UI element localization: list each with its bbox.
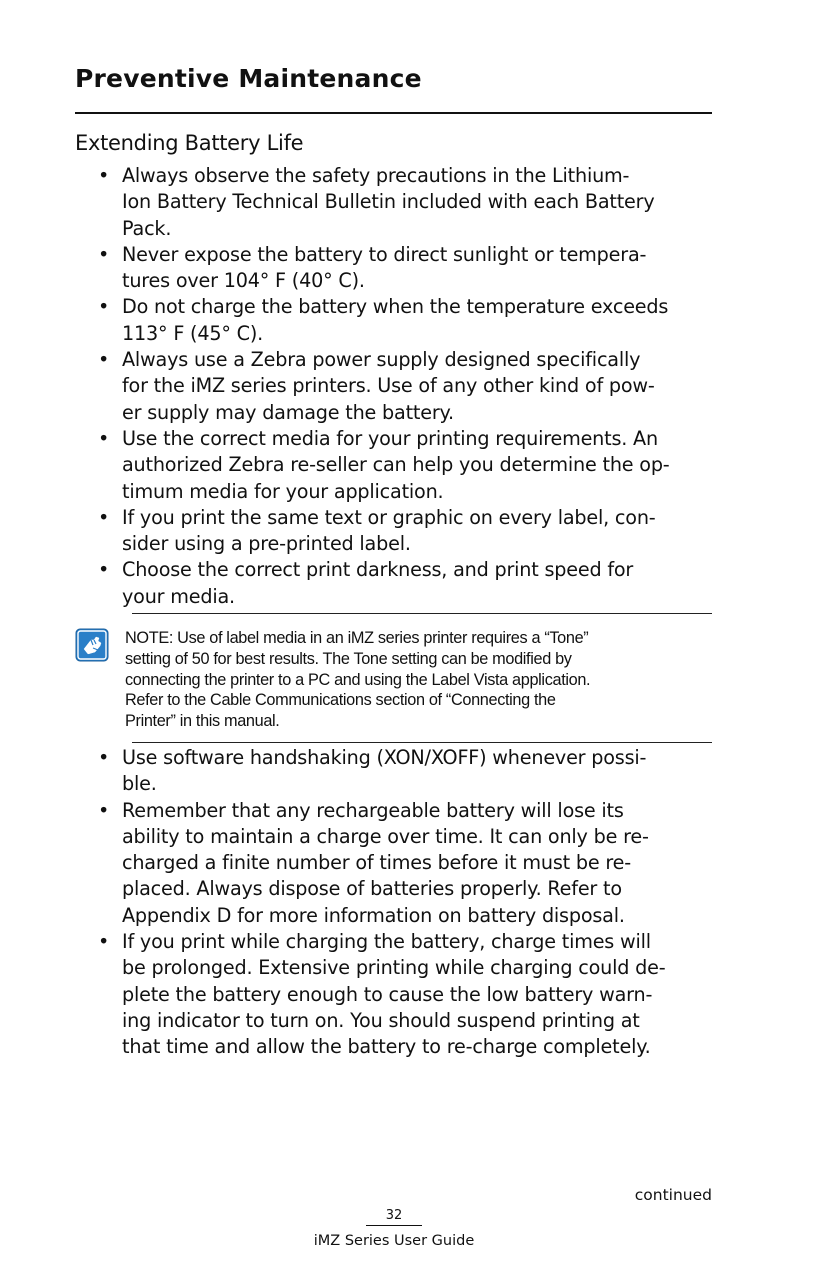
list-item-line: Remember that any rechargeable battery will lose its xyxy=(122,798,624,822)
list-item-line: for the iMZ series printers. Use of any other kind of pow- xyxy=(122,374,655,398)
list-item xyxy=(98,347,712,426)
bullet-marker: • xyxy=(98,505,110,529)
list-item-line: Always observe the safety precautions in the Lithium- xyxy=(122,164,630,187)
list-item-line: authorized Zebra re-seller can help you determine the op- xyxy=(122,453,670,477)
note-line: NOTE: Use of label media in an iMZ series printer requires a “Tone” xyxy=(125,629,589,647)
bullet-marker: • xyxy=(98,164,110,187)
guide-title: iMZ Series User Guide xyxy=(313,1233,475,1249)
list-item-line: plete the battery enough to cause the low battery warn- xyxy=(122,982,653,1006)
note-line: Printer” in this manual. xyxy=(125,712,280,731)
list-item-line: Use the correct media for your printing requirements. An xyxy=(122,426,658,450)
list-item-line: charged a finite number of times before it must be re- xyxy=(122,851,631,875)
list-item-line: Ion Battery Technical Bulletin included with each Battery xyxy=(122,190,655,214)
bullet-marker: • xyxy=(98,242,110,266)
list-item-line: tures over 104° F (40° C). xyxy=(122,269,365,293)
list-item-line: placed. Always dispose of batteries properly. Refer to xyxy=(122,877,622,901)
bullet-marker: • xyxy=(98,295,110,319)
list-item-line: Pack. xyxy=(122,216,172,240)
bullet-marker: • xyxy=(98,348,110,372)
list-item-line: Do not charge the battery when the temperature exceeds xyxy=(122,295,669,319)
note-line: connecting the printer to a PC and using the Label Vista application. xyxy=(125,670,591,689)
list-item-line: that time and allow the battery to re-charge completely. xyxy=(122,1035,651,1059)
bullet-marker: • xyxy=(98,558,110,582)
note-hand-icon xyxy=(75,628,109,662)
list-item-line: ability to maintain a charge over time. It can only be re- xyxy=(122,824,649,848)
list-item-line: ing indicator to turn on. You should suspend printing at xyxy=(122,1008,640,1032)
note-line: Refer to the Cable Communications section of “Connecting the xyxy=(125,691,556,710)
list-item-line: your media. xyxy=(122,584,235,608)
bullet-marker: • xyxy=(98,746,110,769)
page-number: 32 xyxy=(366,1208,422,1226)
list-item xyxy=(98,557,712,610)
note-bottom-divider xyxy=(132,742,712,743)
list-item xyxy=(98,929,712,1060)
list-item xyxy=(98,163,712,242)
list-item-line: If you print the same text or graphic on every label, con- xyxy=(122,505,656,529)
list-item xyxy=(98,426,712,505)
list-item-line: timum media for your application. xyxy=(122,479,444,503)
bullet-list-after-note xyxy=(98,745,712,1061)
bullet-marker: • xyxy=(98,798,110,822)
note-line: setting of 50 for best results. The Tone setting can be modified by xyxy=(125,649,572,668)
list-item-line: er supply may damage the battery. xyxy=(122,400,454,424)
list-item xyxy=(98,505,712,558)
list-item-line: Appendix D for more information on battery disposal. xyxy=(122,903,625,927)
list-item-line: ble. xyxy=(122,772,157,796)
section-heading: Extending Battery Life xyxy=(75,131,304,155)
list-item-line: Never expose the battery to direct sunlight or tempera- xyxy=(122,242,647,266)
list-item-line: sider using a pre-printed label. xyxy=(122,532,411,556)
title-divider xyxy=(75,112,712,114)
list-item xyxy=(98,294,712,347)
list-item-line: Use software handshaking (XON/XOFF) whenever possi- xyxy=(122,746,647,769)
list-item-line: Always use a Zebra power supply designed specifically xyxy=(122,348,641,372)
list-item-line: Choose the correct print darkness, and print speed for xyxy=(122,558,634,582)
bullet-list-before-note xyxy=(98,163,712,610)
list-item xyxy=(98,745,712,798)
bullet-marker: • xyxy=(98,930,110,954)
list-item xyxy=(98,798,712,929)
list-item-line: 113° F (45° C). xyxy=(122,321,264,345)
continued-label: continued xyxy=(634,1186,712,1204)
list-item-line: If you print while charging the battery, charge times will xyxy=(122,930,651,954)
list-item xyxy=(98,242,712,295)
list-item-line: be prolonged. Extensive printing while charging could de- xyxy=(122,956,666,980)
note-top-divider xyxy=(132,613,712,614)
page-title: Preventive Maintenance xyxy=(75,64,422,93)
note-text xyxy=(125,628,715,732)
bullet-marker: • xyxy=(98,426,110,450)
